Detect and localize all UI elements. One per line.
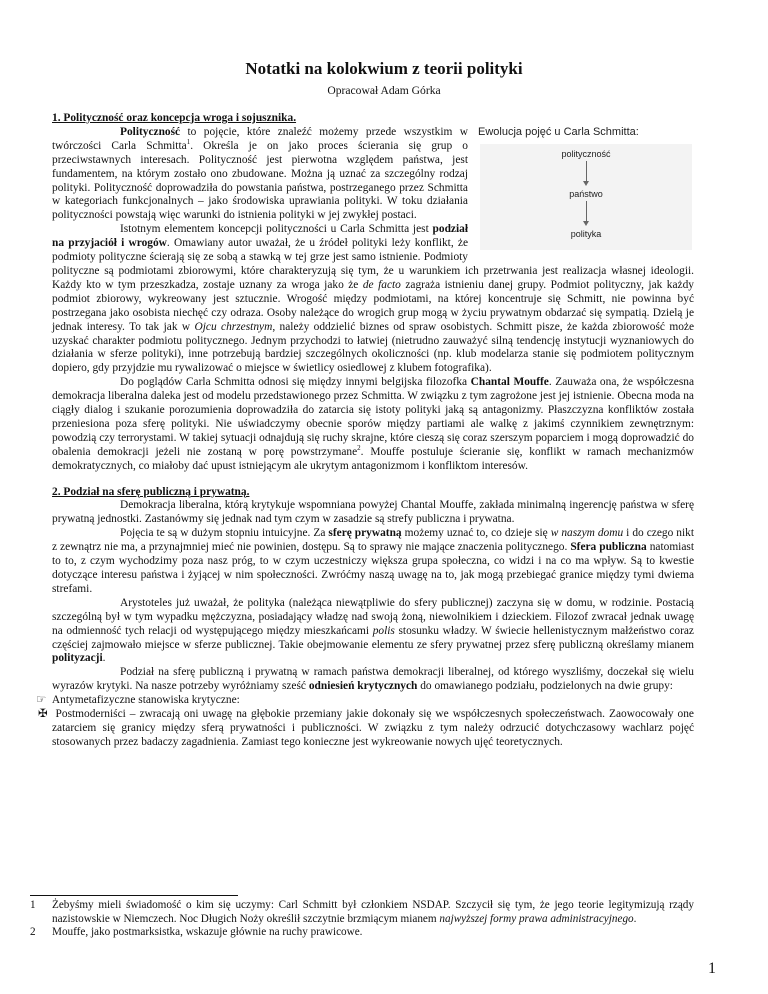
italic-text: de facto <box>362 278 401 291</box>
text-run: Podział na sferę publiczną i prywatną w ramach państwa demokracji liberalnej, od którego wyszliśmy, doczekał się wielu wyrazów krytyki. Na nasze potrzeby wyróżniamy sześć <box>52 666 694 693</box>
section-2-paragraph-4 <box>52 666 694 694</box>
text-run: Arystoteles już uważał, że polityka (należąca niewątpliwie do sfery publicznej) zaczyna się w domu, w rodzinie. Postacią szczególną był w tym wypadku mężczyzna, posiadający władzę nad swoją żoną, niewolnikiem i dzieckiem. Filozof zwracał jednak uwagę na odmienność tych relacji od występującego między mieszkańcami <box>52 596 694 637</box>
figure-diagram <box>480 144 692 250</box>
footnote-separator <box>30 895 238 896</box>
text-run: Istotnym elementem koncepcji polityczności u Carla Schmitta jest <box>120 223 433 236</box>
maltese-cross-icon: ✠ <box>38 708 48 721</box>
term-polityzacja: polityzacji <box>52 652 103 665</box>
footnote-number: 2 <box>30 926 36 939</box>
footnote-text <box>52 926 694 940</box>
text-run: . Mouffe postuluje ścieranie się, konflikt w ramach mechanizmów demokratycznych, co miałoby dać upust istniejącym ale ukrytym antagonizmom i konfliktom interesów. <box>52 445 694 472</box>
footnote-ref-1[interactable]: 1 <box>186 138 191 147</box>
text-run: zagraża istnieniu danej grupy. Podmiot polityczny, jak każdy podmiot zbiorowy, wykreowany jest sztucznie. Wrogość między podmiotami, na której koncentruje się Schmitt, nie powinna być postrzegana jako osobista niechęć czy odraza. Osoby należące do wrogich grup mogą w życiu prywatnym obdarzać się sympatią. Dzielą je jednak interesy. To tak jak w <box>52 278 694 333</box>
figure-arrow-2 <box>586 201 587 222</box>
term-critical-references: odniesień krytycznych <box>308 680 418 693</box>
text-run: Żebyśmy mieli świadomość o kim się uczymy: Carl Schmitt był członkiem NSDAP. Szczycił się tym, że jego teorie legitymizują rządy nazistowskie w Niemczech. Noc Długich Noży określił szczytnie brzmiącym mianem <box>52 899 694 925</box>
text-run: . Omawiany autor uważał, że u źródeł polityki leży konflikt, że podmioty polityczne ścierają się ze sobą a stawką w tej grze jest samo istnienie. Podmioty polityczne są podmiotami zbiorowymi, które charakteryzują się tym, że u warunkiem ich przetrwania jest realizacja własnej ideologii. Każdy kto w tym przeszkadza, zostaje uznany za wroga jako że <box>52 237 694 291</box>
sub-list-item <box>38 708 694 750</box>
section-2-paragraph-3 <box>52 597 694 667</box>
section-2-paragraph-1: Demokracja liberalna, którą krytykuje wspomniana powyżej Chantal Mouffe, zakłada minimalną ingerencję państwa w sferę prywatną jednostki. Zastanówmy się jednak nad tym czym w zasadzie są strefy publiczna i prywatna. <box>52 499 694 526</box>
figure-node-politycznosc: polityczność <box>561 148 611 159</box>
italic-text: w naszym domu <box>550 527 624 540</box>
footnote-1 <box>30 899 694 926</box>
section-1-heading: 1. Polityczność oraz koncepcja wroga i sojusznika. <box>52 112 297 124</box>
figure-node-polityka: polityka <box>570 228 602 239</box>
text-run: . <box>633 912 637 925</box>
figure-arrow-1 <box>586 161 587 182</box>
term-public-sphere: Sfera publiczna <box>570 541 647 554</box>
term-friend-enemy: podział na przyjaciół i wrogów <box>52 223 468 250</box>
section-2-paragraph-2 <box>52 527 694 597</box>
text-run: . <box>102 652 106 665</box>
concept-evolution-figure <box>478 126 694 252</box>
term-private-sphere: sferę prywatną <box>328 527 402 540</box>
footnote-ref-2[interactable]: 2 <box>357 443 361 452</box>
pointing-hand-icon: ☞ <box>36 694 47 707</box>
list-item <box>36 694 694 708</box>
text-run: . Określa je on jako proces ścierania się grup o przeciwstawnych interesach. Polityczność jest pierwotna względem państwa, jest fundamentem, na którym zostało ono zbudowane. Można ją uznać za szczególny rodzaj polityki. Polityczność doprowadziła do powstania państwa, postrzeganego przez Schmitta w kategoriach funkcjonalnych – jako środowiska uprawiania polityki. W toku działania polityczności powstają więc warunki do istnienia polityki w jej zwykłej postaci. <box>52 139 468 222</box>
list-item-text: Antymetafizyczne stanowiska krytyczne: <box>51 694 240 707</box>
text-run: i do czego nikt z zewnątrz nie ma, a przynajmniej mieć nie powinien, dostępu. Są to sprawy nie mające znaczenia politycznego. <box>52 527 694 554</box>
italic-text: najwyższej formy prawa administracyjnego <box>439 912 634 925</box>
document-body <box>36 112 695 750</box>
term-chantal-mouffe: Chantal Mouffe <box>470 376 549 389</box>
text-run: stosunku władzy. W świecie hellenistycznym małżeństwo coraz częściej zajmowało miejsce w sferze publicznej. Takie obejmowanie elementu ze sfery prywatnej przez sferę publiczną określamy mianem <box>52 624 694 651</box>
footnote-2 <box>30 926 694 940</box>
section-2-heading: 2. Podział na sferę publiczną i prywatną. <box>52 485 250 498</box>
text-run: . Zauważa ona, że współczesna demokracja liberalna daleka jest od modelu przedstawionego przez Schmitta. W związku z tym zagrożone jest jej istnienie. Obecna moda na ciągły dialog i szukanie porozumienia doprowadziła do zatarcia się istoty polityki jaką są antagonizmy. Płaszczyzna konfliktów została przeniesiona poza sferę polityki. Nie uświadczymy obecnie sporów między partiami ale walkę z jakimś czynnikiem zewnętrznym: powodzią czy terrorystami. W takiej sytuacji odnajdują się ruchy skrajne, które cieszą się coraz szerszym poparciem i mogą doprowadzić do obalenia demokracji jeżeli nie zostaną w porę powstrzymane <box>52 376 695 458</box>
footnotes <box>30 899 694 940</box>
text-run: Pojęcia te są w dużym stopniu intuicyjne. Za <box>120 527 329 540</box>
page-number: 1 <box>708 960 716 977</box>
document-title: Notatki na kolokwium z teorii polityki <box>245 59 523 78</box>
text-run: możemy uznać to, co dzieje się <box>401 527 551 540</box>
document-author: Opracował Adam Górka <box>327 84 441 97</box>
footnote-number: 1 <box>30 899 36 911</box>
text-run: , należy oddzielić biznes od spraw osobistych. Schmitt pisze, że każda zbiorowość może uzyskać charakter podmiotu politycznego. Jednym przychodzi to łatwiej (nietrudno zauważyć silną tendencję instytucji wyznaniowych do działania w sferze polityki), inne potrzebują bardziej szczególnych okoliczności (np. klub modelarza stanie się podmiotem politycznym dopiero, gdy przyjdzie mu rywalizować o miejsce w świetlicy osiedlowej z klubem fotografika). <box>52 320 695 375</box>
footnote-text <box>52 899 694 926</box>
italic-text: polis <box>372 624 395 637</box>
text-run: to pojęcie, które znaleźć możemy przede wszystkim w twórczości Carla Schmitta <box>52 125 468 152</box>
section-1-paragraph-3 <box>52 376 694 473</box>
text-run: do omawianego podziału, podzielonych na dwie grupy: <box>417 680 673 693</box>
section-gap <box>52 474 694 486</box>
text-run: natomiast to to, z czym wychodzimy poza nasz próg, to w czym uczestniczy większa grupa społeczna, co widzi i na co ma wpływ. Są to kwestie dotyczące interesu państwa i żyjącej w nim społeczności. Zwróćmy naszą uwagę na to, jak mogą przebiegać granice między tymi dwiema strefami. <box>52 541 694 595</box>
text-run: Do poglądów Carla Schmitta odnosi się między innymi belgijska filozofka <box>120 376 471 389</box>
figure-node-panstwo: państwo <box>569 188 603 199</box>
figure-title: Ewolucja pojęć u Carla Schmitta: <box>478 125 639 138</box>
italic-text: Ojcu chrzestnym <box>194 320 273 333</box>
sub-list-item-text: Postmoderniści – zwracają oni uwagę na głębokie przemiany jakie dokonały się we współczesnych społeczeństwach. Zaowocowały one zatarciem się granicy między sferą prywatności i publiczności. W związku z tym należy odrzucić dotychczasowy wachlarz pojęć stosowanych przez badaczy zagadnienia. Zamiast tego konieczne jest wykreowanie nowych ujęć teoretycznych. <box>52 708 694 748</box>
term-politycznosc: Polityczność <box>120 125 181 138</box>
text-run: Mouffe, jako postmarksistka, wskazuje głównie na ruchy prawicowe. <box>52 926 363 939</box>
